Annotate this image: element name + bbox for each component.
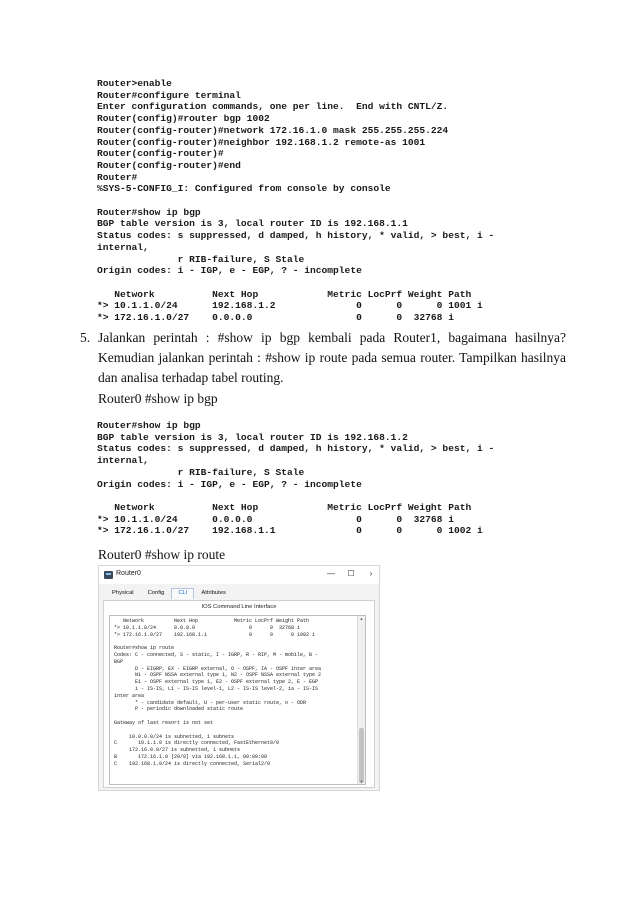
router0-terminal-line: Network Next Hop Metric LocPrf Weight Path [114, 501, 472, 513]
window-titlebar[interactable] [99, 566, 379, 584]
terminal-output-router0 [97, 420, 527, 537]
tab-cli[interactable]: CLI [171, 588, 194, 599]
caption-show-ip-route: Router0 #show ip route [98, 547, 226, 562]
router1-terminal-line: BGP table version is 3, local router ID is 192.168.1.1 [97, 218, 408, 230]
router1-terminal-line: Router(config)#router bgp 1002 [97, 113, 270, 125]
router-app-icon [104, 571, 113, 579]
router1-terminal-line: internal, [97, 241, 149, 253]
router1-terminal-line: Status codes: s suppressed, d damped, h history, * valid, > best, i - [97, 230, 495, 242]
caption-show-ip-bgp: Router0 #show ip bgp [98, 391, 218, 406]
tab-physical[interactable]: Physical [112, 590, 134, 596]
cli-console-line: *> 172.16.1.0/27 192.168.1.1 0 0 0 1002 i [114, 631, 316, 638]
router1-terminal-line: Router>enable [97, 78, 172, 89]
cli-console-line: 172.16.0.0/27 is subnetted, 1 subnets [129, 747, 241, 754]
router1-terminal-line: Origin codes: i - IGP, e - EGP, ? - incomplete [97, 265, 362, 277]
cli-console-line: E1 - OSPF external type 1, E2 - OSPF external type 2, E - EGP [135, 679, 319, 686]
cli-console[interactable] [109, 615, 366, 785]
router1-terminal-line: Router(config-router)#network 172.16.1.0 mask 255.255.255.224 [97, 124, 449, 136]
router0-terminal-line: r RIB-failure, S Stale [177, 466, 305, 478]
scroll-down-icon[interactable]: ▼ [359, 779, 364, 784]
step-instruction: Jalankan perintah : #show ip bgp kembali pada Router1, bagaimana hasilnya? Kemudian jalankan perintah : #show ip route pada semua router. Tampilkan hasilnya dan analisa terhadap tabel routing. [98, 330, 566, 385]
router1-terminal-line: Router(config-router)#end [97, 159, 241, 171]
window-title: Router0 [116, 570, 141, 577]
router1-terminal-line: Router(config-router)#neighbor 192.168.1.2 remote-as 1001 [97, 136, 426, 148]
console-scrollbar[interactable] [357, 616, 365, 784]
tab-attributes[interactable]: Attributes [201, 590, 226, 596]
step-number: 5. [80, 330, 91, 345]
cli-console-line: C 192.168.1.0/24 is directly connected, Serial2/0 [114, 760, 271, 767]
console-output [110, 616, 365, 768]
cli-console-line: Network Next Hop Metric LocPrf Weight Path [123, 618, 310, 624]
scroll-up-icon[interactable]: ▲ [359, 616, 364, 621]
cli-console-line: i - IS-IS, L1 - IS-IS level-1, L2 - IS-IS level-2, ia - IS-IS [135, 685, 319, 692]
tab-bar [105, 588, 233, 599]
chevron-right-icon[interactable]: › [369, 569, 373, 578]
router1-terminal-line: %SYS-5-CONFIG_I: Configured from console by console [97, 183, 391, 195]
router1-terminal-line: *> 172.16.1.0/27 0.0.0.0 0 0 32768 i [97, 312, 454, 324]
terminal-output-router1 [97, 78, 527, 324]
cli-panel [103, 600, 375, 788]
cli-console-line: inter area [114, 692, 145, 699]
cli-console-line: D - EIGRP, EX - EIGRP external, O - OSPF, IA - OSPF inter area [135, 665, 322, 672]
router0-terminal-line: Status codes: s suppressed, d damped, h history, * valid, > best, i - [97, 443, 495, 455]
tab-config[interactable]: Config [147, 590, 165, 596]
router1-terminal-line: Router#configure terminal [97, 89, 241, 101]
router1-terminal-line: Router#show ip bgp [97, 206, 201, 218]
router1-terminal-line: Router# [97, 171, 138, 183]
router1-terminal-line: Network Next Hop Metric LocPrf Weight Path [114, 288, 472, 300]
cli-console-line: Gateway of last resort is not set [114, 719, 214, 726]
router0-terminal-line: *> 172.16.1.0/27 192.168.1.1 0 0 0 1002 i [97, 525, 483, 537]
cli-console-line: 10.0.0.0/24 is subnetted, 1 subnets [129, 733, 235, 740]
packet-tracer-window [98, 565, 380, 791]
router1-terminal-line: r RIB-failure, S Stale [177, 253, 305, 265]
router0-terminal-line: *> 10.1.1.0/24 0.0.0.0 0 0 32768 i [97, 513, 454, 525]
cli-console-line: *> 10.1.1.0/24 0.0.0.0 0 0 32768 i [114, 624, 301, 631]
cli-console-line: C 10.1.1.0 is directly connected, FastEthernet0/0 [114, 740, 280, 747]
cli-console-line: BGP [114, 658, 124, 665]
cli-console-line: P - periodic downloaded static route [135, 706, 244, 713]
cli-console-line: Codes: C - connected, S - static, I - IGRP, R - RIP, M - mobile, B - [114, 651, 319, 658]
minimize-button[interactable]: — [327, 569, 335, 578]
router1-terminal-line: Router(config-router)# [97, 148, 224, 160]
router0-terminal-line: Origin codes: i - IGP, e - EGP, ? - incomplete [97, 478, 362, 490]
router0-terminal-line: internal, [97, 455, 149, 467]
cli-console-line: B 172.16.1.0 [20/0] via 192.168.1.1, 00:00:00 [114, 753, 268, 760]
cli-console-line: * - candidate default, U - per-user static route, o - ODR [135, 699, 307, 706]
scroll-thumb[interactable] [359, 728, 364, 783]
maximize-button[interactable]: ☐ [347, 569, 355, 578]
router1-terminal-line: *> 10.1.1.0/24 192.168.1.2 0 0 0 1001 i [97, 300, 483, 312]
router1-terminal-line: Enter configuration commands, one per line. End with CNTL/Z. [97, 101, 449, 113]
cli-console-line: N1 - OSPF NSSA external type 1, N2 - OSPF NSSA external type 2 [135, 672, 322, 679]
router0-terminal-line: Router#show ip bgp [97, 420, 201, 431]
cli-console-line: Router#show ip route [114, 645, 175, 652]
panel-title: IOS Command Line Interface [201, 604, 277, 610]
router0-terminal-line: BGP table version is 3, local router ID is 192.168.1.2 [97, 431, 408, 443]
